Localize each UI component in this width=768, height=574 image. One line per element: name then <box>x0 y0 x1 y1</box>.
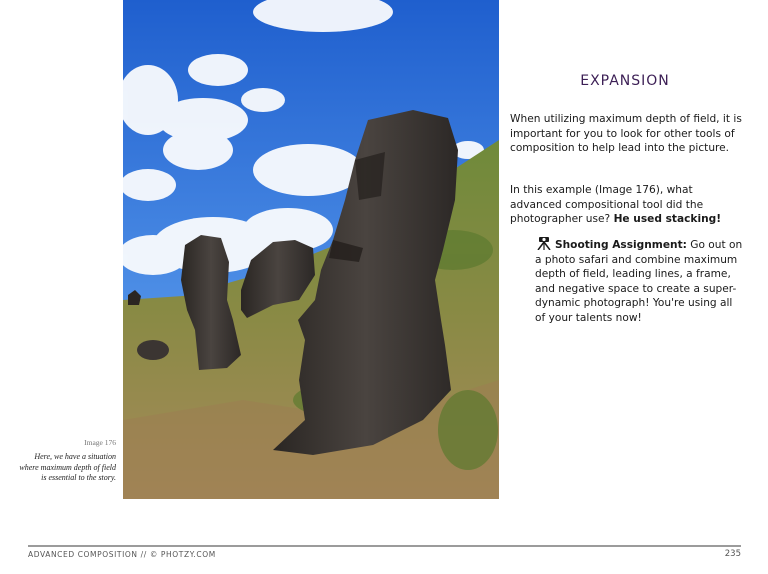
figure-photo-moai <box>123 0 499 499</box>
shooting-assignment <box>535 237 745 326</box>
footer-credit: ADVANCED COMPOSITION // © PHOTZY.COM <box>28 550 216 559</box>
image-number: Image 176 <box>84 438 116 447</box>
page-number: 235 <box>724 549 741 559</box>
tripod-camera-icon <box>535 237 553 250</box>
body-paragraph-2 <box>510 183 746 227</box>
caption-text: Here, we have a situation where maximum depth of field is essential to the story. <box>19 452 116 482</box>
section-title: EXPANSION <box>580 73 670 89</box>
body-paragraph-1: When utilizing maximum depth of field, it is important for you to look for other tools of composition to help lead into the picture. <box>510 113 742 155</box>
footer-rule <box>28 545 741 547</box>
assignment-text: Go out on a photo safari and combine maximum depth of field, leading lines, a frame, and negative space to create a super-dynamic photograph! You're using all of your talents now! <box>535 239 743 324</box>
assignment-label: Shooting Assignment: <box>555 239 687 251</box>
figure-caption <box>18 438 116 484</box>
paragraph-2-emphasis: He used stacking! <box>613 213 722 226</box>
paragraph-2-text: In this example (Image 176), what advanced compositional tool did the photographer use? <box>510 184 704 226</box>
